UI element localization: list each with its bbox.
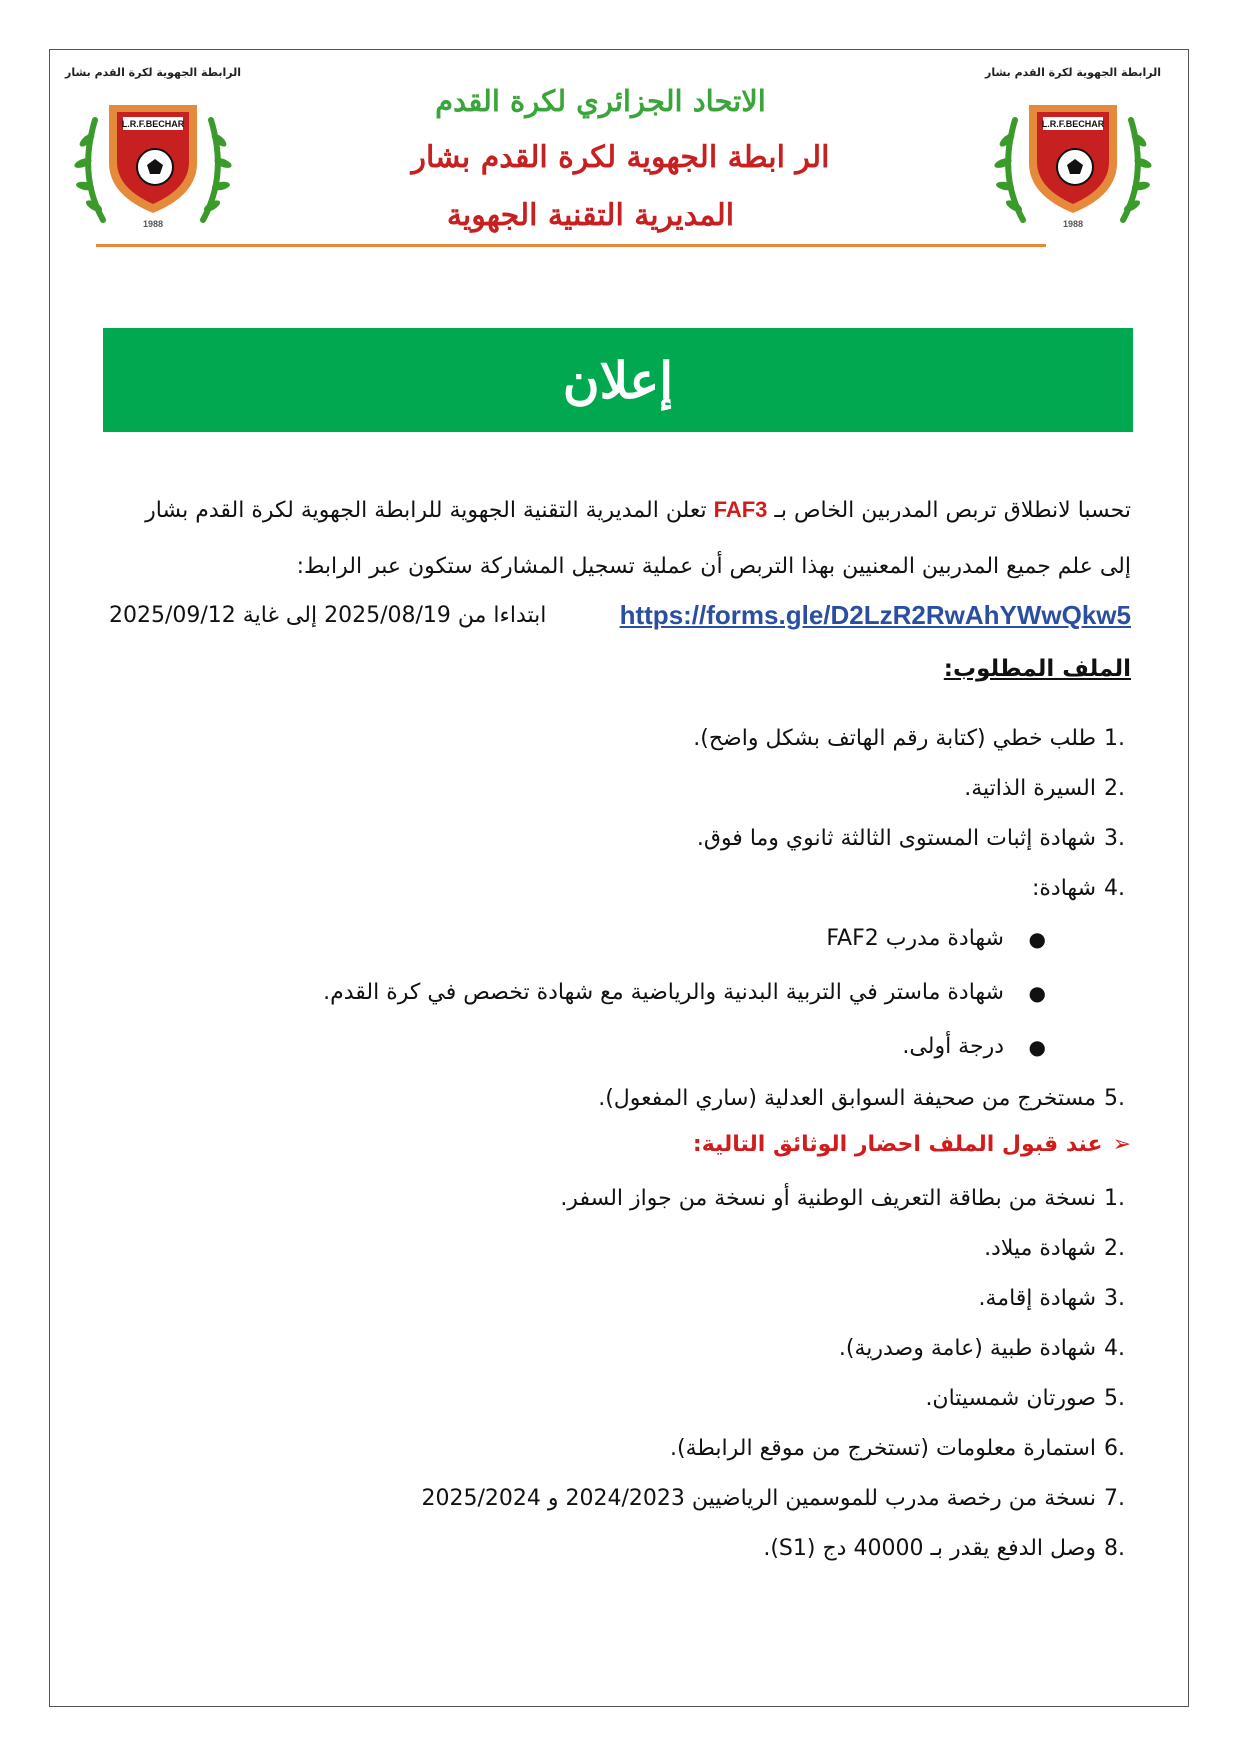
list-item: 7. نسخة من رخصة مدرب للموسمين الرياضيين 2024/2023 و 2025/2024 [421,1486,1125,1511]
bullet-icon: ● [1028,1035,1046,1059]
list-item: 6. استمارة معلومات (تستخرج من موقع الرابطة). [670,1436,1125,1461]
list-item: 3. شهادة إثبات المستوى الثالثة ثانوي وما فوق. [696,826,1125,851]
list-item: ● درجة أولى. [323,1020,1004,1074]
required-file-list-continued [598,1074,1125,1124]
list-item: ● شهادة مدرب FAF2 [323,912,1004,966]
bullet-icon: ● [1028,927,1046,951]
list-item: 1. نسخة من بطاقة التعريف الوطنية أو نسخة من جواز السفر. [560,1186,1125,1211]
logo-caption: الرابطة الجهوية لكرة القدم بشار [984,66,1162,79]
required-file-heading: الملف المطلوب: [943,656,1131,682]
directorate-title: المديرية التقنية الجهوية [446,198,735,233]
intro-text-before: تحسبا لانطلاق تربص المدربين الخاص بـ [774,498,1131,523]
announcement-banner [103,328,1133,432]
list-item: 3. شهادة إقامة. [978,1286,1125,1311]
registration-link[interactable]: https://forms.gle/D2LzR2RwAhYWwQkw5 [619,600,1131,630]
header-divider [96,244,1046,247]
list-item: 4. شهادة: [1031,876,1125,901]
logo-text: L.R.F.BECHAR [1041,119,1105,129]
acceptance-heading: ➢عند قبول الملف احضار الوثائق التالية: [692,1132,1131,1157]
course-code: FAF3 [713,497,768,522]
banner-title: إعلان [562,350,674,410]
list-item: 2. شهادة ميلاد. [984,1236,1125,1261]
acceptance-documents-list [421,1174,1125,1574]
required-file-list [693,714,1125,914]
intro-text-after: تعلن المديرية التقنية الجهوية للرابطة الجهوية لكرة القدم بشار [145,498,707,523]
list-item: 2. السيرة الذاتية. [964,776,1125,801]
registration-dates: ابتداءا من 2025/08/19 إلى غاية 2025/09/12 [109,603,547,628]
list-item: 8. وصل الدفع يقدر بـ 40000 دج (S1). [763,1536,1125,1561]
bullet-icon: ● [1028,981,1046,1005]
list-item: 4. شهادة طبية (عامة وصدرية). [838,1336,1125,1361]
arrow-icon: ➢ [1112,1132,1131,1157]
intro-paragraph-1 [145,497,1131,523]
list-item: 5. صورتان شمسيتان. [925,1386,1125,1411]
logo-text: L.R.F.BECHAR [121,119,185,129]
federation-title: الاتحاد الجزائري لكرة القدم [435,84,766,118]
registration-line [109,600,1131,631]
logo-year: 1988 [1062,219,1084,229]
intro-paragraph-2: إلى علم جميع المدربين المعنيين بهذا التربص أن عملية تسجيل المشاركة ستكون عبر الرابط: [296,554,1131,579]
list-item: 5. مستخرج من صحيفة السوابق العدلية (ساري المفعول). [598,1086,1125,1111]
logo-caption: الرابطة الجهوية لكرة القدم بشار [64,66,242,79]
certificate-options-list [323,912,1046,1074]
logo-year: 1988 [142,219,164,229]
list-item: 1. طلب خطي (كتابة رقم الهاتف بشكل واضح). [693,726,1125,751]
list-item: ● شهادة ماستر في التربية البدنية والرياضية مع شهادة تخصص في كرة القدم. [323,966,1004,1020]
league-title: الر ابطة الجهوية لكرة القدم بشار [411,140,830,175]
